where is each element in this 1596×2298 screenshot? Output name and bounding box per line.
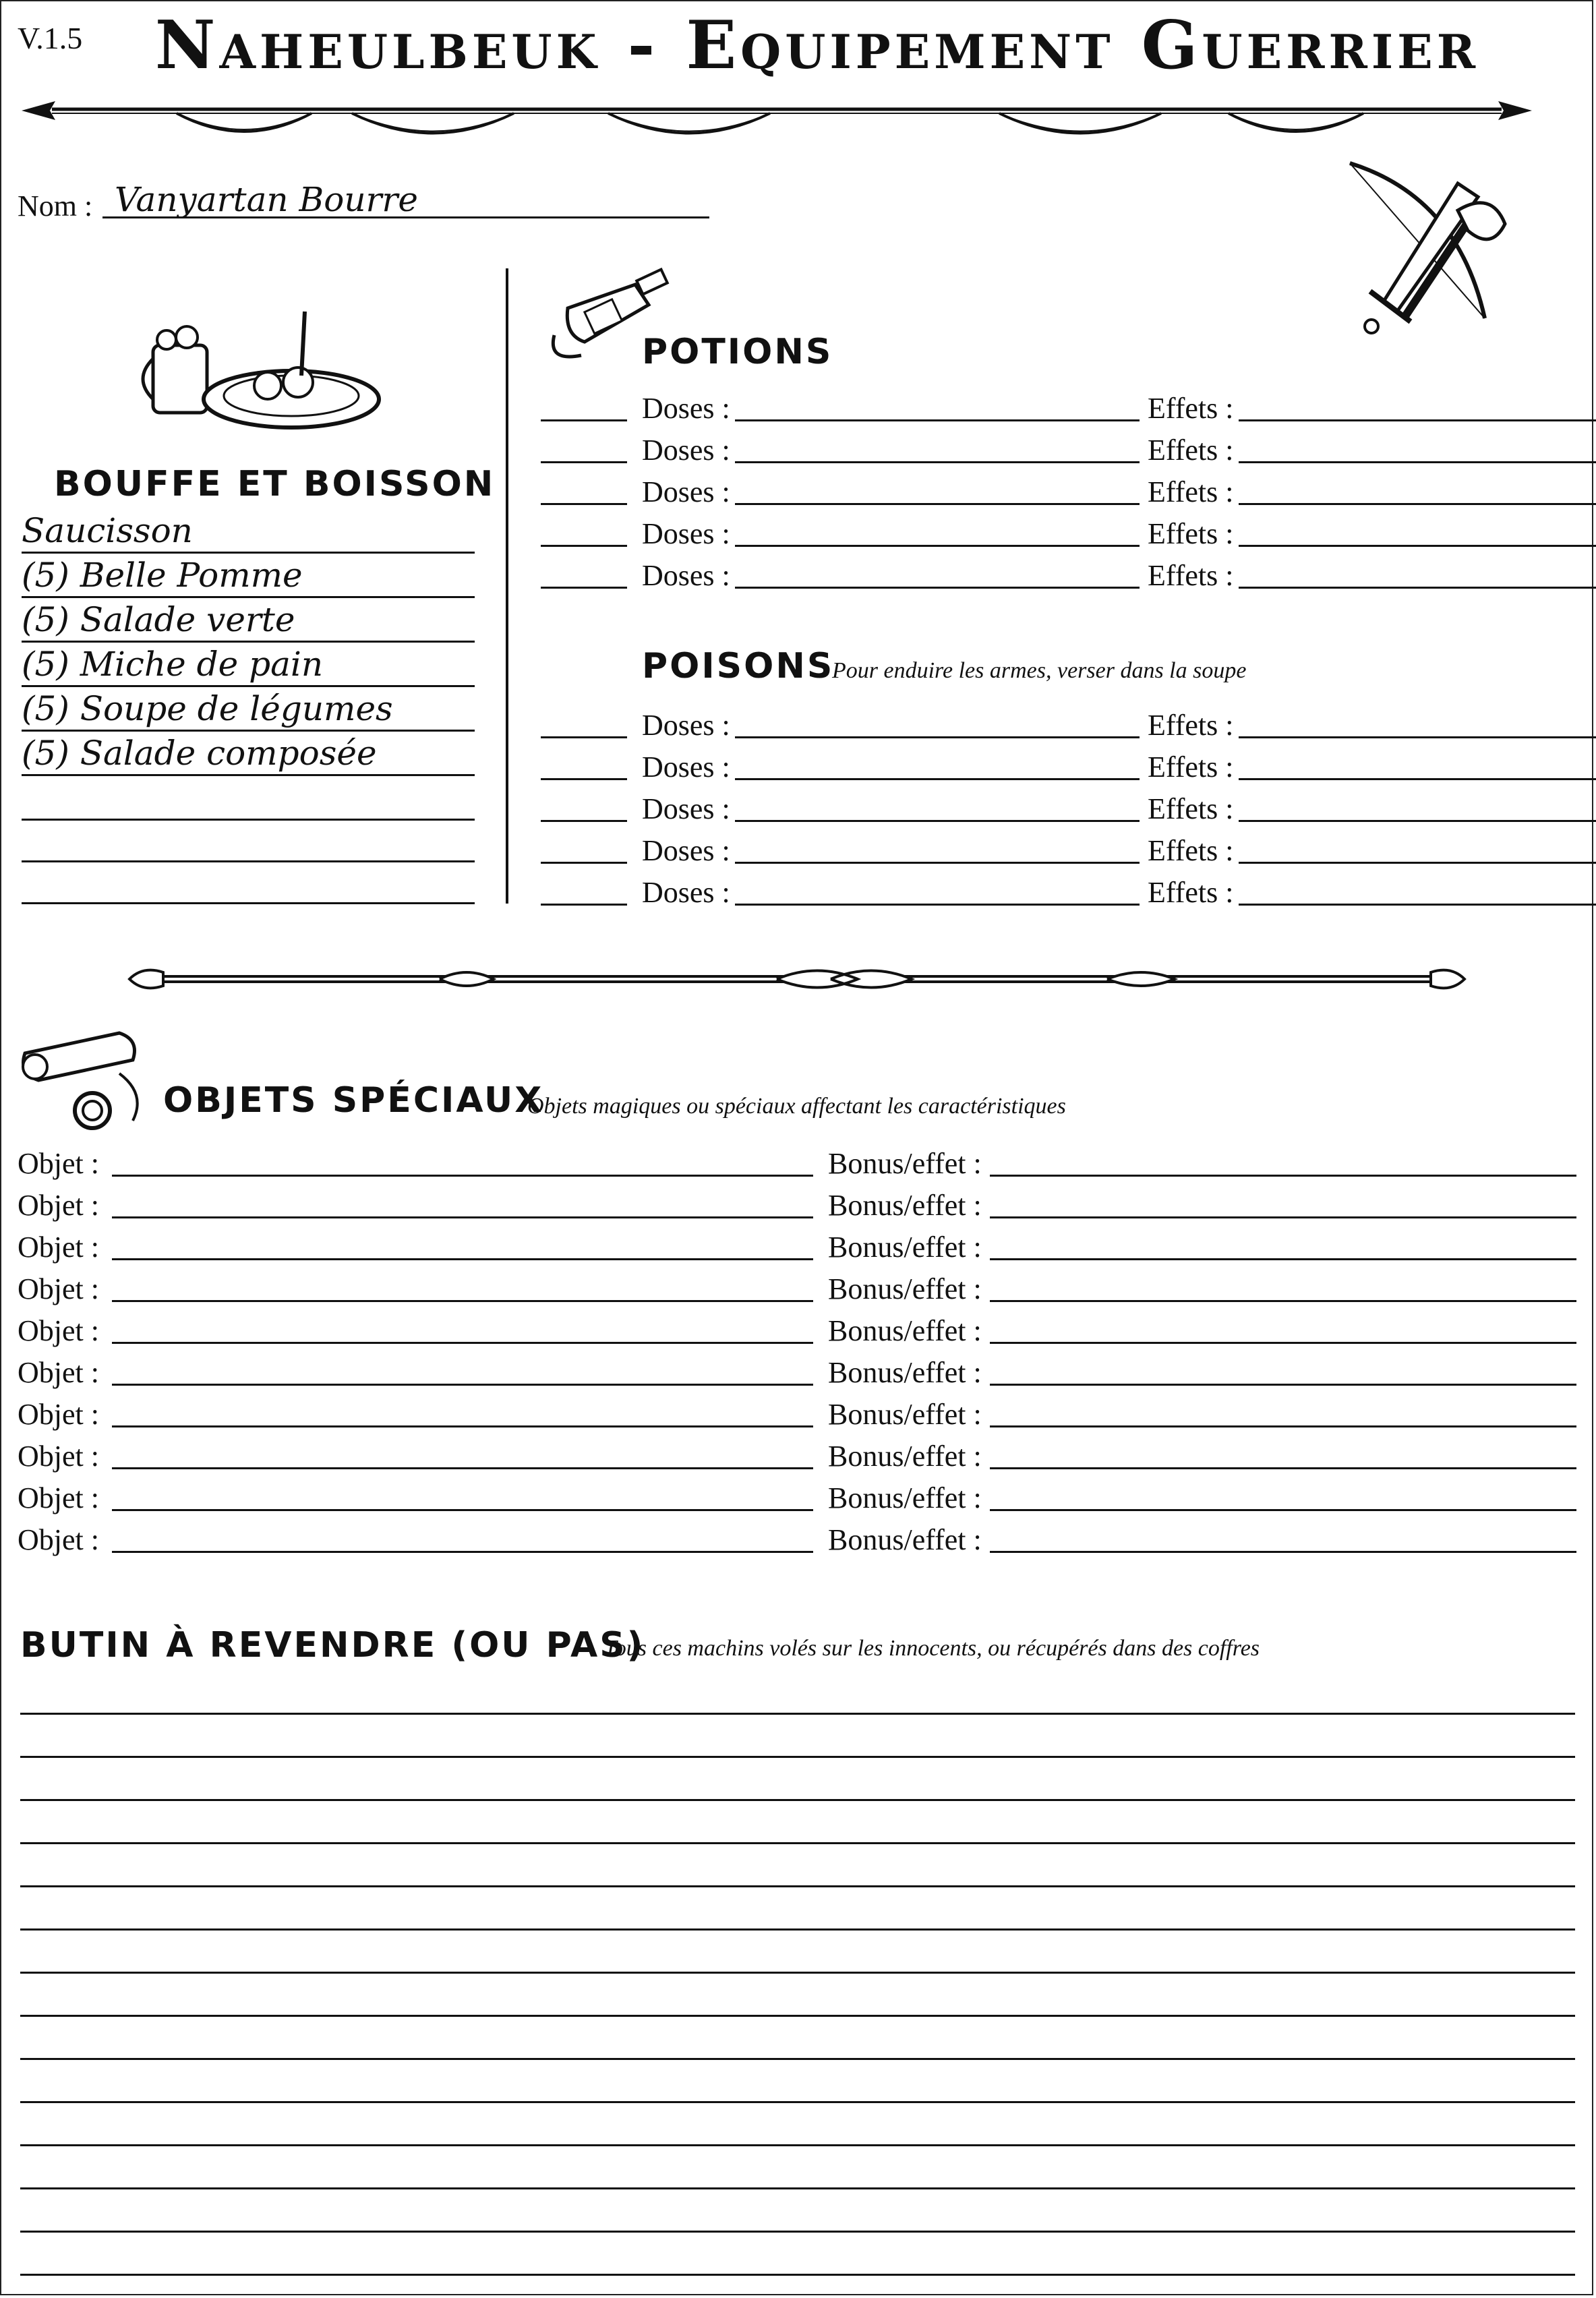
potions-title: POTIONS — [642, 332, 833, 372]
loot-line[interactable] — [20, 2187, 1575, 2189]
special-object-row — [1, 1481, 1595, 1521]
special-object-row — [1, 1314, 1595, 1354]
doses-label: Doses : — [642, 434, 730, 467]
doses-field[interactable] — [735, 587, 1140, 589]
effets-label: Effets : — [1148, 392, 1234, 425]
effets-label: Effets : — [1148, 434, 1234, 467]
doses-field[interactable] — [735, 461, 1140, 463]
loot-line[interactable] — [20, 2231, 1575, 2233]
doses-label: Doses : — [642, 709, 730, 742]
doses-label: Doses : — [642, 750, 730, 784]
objet-label: Objet : — [18, 1523, 99, 1556]
bonus-field[interactable] — [990, 1258, 1576, 1260]
bonus-field[interactable] — [990, 1425, 1576, 1427]
doses-label: Doses : — [642, 792, 730, 825]
poison-qty-field[interactable] — [541, 778, 627, 780]
special-objects-subtitle: Objets magiques ou spéciaux affectant les caractéristiques — [527, 1094, 1066, 1119]
loot-line[interactable] — [20, 2058, 1575, 2060]
doses-label: Doses : — [642, 392, 730, 425]
doses-field[interactable] — [735, 545, 1140, 547]
bonus-label: Bonus/effet : — [828, 1356, 982, 1389]
effets-field[interactable] — [1239, 587, 1596, 589]
poison-qty-field[interactable] — [541, 904, 627, 906]
loot-line[interactable] — [20, 2015, 1575, 2017]
poisons-title: POISONS — [642, 646, 835, 686]
food-item-8[interactable] — [22, 817, 475, 862]
bonus-field[interactable] — [990, 1175, 1576, 1177]
potion-qty-field[interactable] — [541, 587, 627, 589]
effets-field[interactable] — [1239, 820, 1596, 822]
crossed-weapons-icon — [1323, 156, 1525, 338]
objet-field[interactable] — [112, 1551, 813, 1553]
doses-field[interactable] — [735, 904, 1140, 906]
food-item-1[interactable]: Saucisson — [22, 508, 475, 554]
loot-line[interactable] — [20, 1928, 1575, 1931]
loot-line[interactable] — [20, 2144, 1575, 2146]
potion-qty-field[interactable] — [541, 419, 627, 421]
effets-label: Effets : — [1148, 834, 1234, 867]
special-object-row — [1, 1188, 1595, 1229]
objet-label: Objet : — [18, 1231, 99, 1264]
poisons-subtitle: Pour enduire les armes, verser dans la soupe — [832, 658, 1247, 683]
staff-divider-icon — [129, 959, 1465, 999]
objet-label: Objet : — [18, 1189, 99, 1222]
objet-label: Objet : — [18, 1398, 99, 1431]
bonus-label: Bonus/effet : — [828, 1523, 982, 1556]
effets-field[interactable] — [1239, 904, 1596, 906]
doses-label: Doses : — [642, 834, 730, 867]
character-name-field[interactable]: Vanyartan Bourre — [102, 181, 709, 218]
effets-label: Effets : — [1148, 559, 1234, 592]
effets-label: Effets : — [1148, 709, 1234, 742]
spear-divider-icon — [15, 89, 1539, 150]
effets-field[interactable] — [1239, 503, 1596, 505]
doses-label: Doses : — [642, 559, 730, 592]
loot-line[interactable] — [20, 1842, 1575, 1844]
objet-field[interactable] — [112, 1509, 813, 1511]
doses-field[interactable] — [735, 736, 1140, 738]
effets-label: Effets : — [1148, 876, 1234, 909]
potion-qty-field[interactable] — [541, 545, 627, 547]
bonus-label: Bonus/effet : — [828, 1189, 982, 1222]
objet-label: Objet : — [18, 1481, 99, 1514]
effets-label: Effets : — [1148, 792, 1234, 825]
effets-field[interactable] — [1239, 461, 1596, 463]
objet-label: Objet : — [18, 1272, 99, 1305]
bonus-label: Bonus/effet : — [828, 1231, 982, 1264]
bonus-field[interactable] — [990, 1551, 1576, 1553]
special-object-row — [1, 1523, 1595, 1563]
loot-line[interactable] — [20, 1972, 1575, 1974]
doses-field[interactable] — [735, 503, 1140, 505]
objet-field[interactable] — [112, 1300, 813, 1302]
food-plate-icon — [140, 298, 382, 433]
bonus-label: Bonus/effet : — [828, 1147, 982, 1180]
food-item-7[interactable] — [22, 775, 475, 821]
effets-label: Effets : — [1148, 517, 1234, 550]
poison-qty-field[interactable] — [541, 862, 627, 864]
potion-qty-field[interactable] — [541, 503, 627, 505]
objet-field[interactable] — [112, 1342, 813, 1344]
special-object-row — [1, 1439, 1595, 1479]
objet-label: Objet : — [18, 1147, 99, 1180]
effets-label: Effets : — [1148, 475, 1234, 508]
name-label: Nom : — [18, 189, 93, 223]
doses-field[interactable] — [735, 862, 1140, 864]
bonus-field[interactable] — [990, 1384, 1576, 1386]
doses-field[interactable] — [735, 419, 1140, 421]
loot-line[interactable] — [20, 1713, 1575, 1715]
food-item-5[interactable]: (5) Soupe de légumes — [22, 686, 475, 732]
bonus-field[interactable] — [990, 1467, 1576, 1469]
scroll-ring-icon — [18, 1026, 153, 1134]
effets-field[interactable] — [1239, 545, 1596, 547]
effets-label: Effets : — [1148, 750, 1234, 784]
food-item-2[interactable]: (5) Belle Pomme — [22, 553, 475, 598]
objet-field[interactable] — [112, 1467, 813, 1469]
objet-field[interactable] — [112, 1258, 813, 1260]
special-object-row — [1, 1355, 1595, 1396]
objet-label: Objet : — [18, 1356, 99, 1389]
food-item-3[interactable]: (5) Salade verte — [22, 597, 475, 643]
effets-field[interactable] — [1239, 778, 1596, 780]
bonus-label: Bonus/effet : — [828, 1314, 982, 1347]
loot-line[interactable] — [20, 1885, 1575, 1887]
bonus-label: Bonus/effet : — [828, 1440, 982, 1473]
food-item-9[interactable] — [22, 859, 475, 904]
bonus-field[interactable] — [990, 1342, 1576, 1344]
potion-qty-field[interactable] — [541, 461, 627, 463]
objet-field[interactable] — [112, 1384, 813, 1386]
objet-label: Objet : — [18, 1314, 99, 1347]
doses-field[interactable] — [735, 820, 1140, 822]
doses-label: Doses : — [642, 876, 730, 909]
special-object-row — [1, 1146, 1595, 1187]
bonus-field[interactable] — [990, 1509, 1576, 1511]
loot-line[interactable] — [20, 2274, 1575, 2276]
objet-field[interactable] — [112, 1216, 813, 1218]
bonus-label: Bonus/effet : — [828, 1272, 982, 1305]
poison-qty-field[interactable] — [541, 820, 627, 822]
doses-label: Doses : — [642, 517, 730, 550]
special-object-row — [1, 1397, 1595, 1438]
bonus-label: Bonus/effet : — [828, 1481, 982, 1514]
objet-field[interactable] — [112, 1175, 813, 1177]
loot-title: BUTIN À REVENDRE (OU PAS) — [20, 1625, 645, 1666]
food-item-6[interactable]: (5) Salade composée — [22, 731, 475, 776]
doses-field[interactable] — [735, 778, 1140, 780]
loot-line[interactable] — [20, 1756, 1575, 1758]
objet-field[interactable] — [112, 1425, 813, 1427]
objet-label: Objet : — [18, 1440, 99, 1473]
version-label: V.1.5 — [18, 21, 83, 55]
effets-field[interactable] — [1239, 862, 1596, 864]
special-objects-title: OBJETS SPÉCIAUX — [163, 1080, 544, 1121]
sheet-title: Naheulbeuk - Equipement Guerrier — [154, 7, 1480, 84]
column-divider — [506, 268, 508, 904]
bonus-label: Bonus/effet : — [828, 1398, 982, 1431]
poison-qty-field[interactable] — [541, 736, 627, 738]
food-item-4[interactable]: (5) Miche de pain — [22, 642, 475, 687]
loot-subtitle: Tous ces machins volés sur les innocents, ou récupérés dans des coffres — [604, 1636, 1260, 1661]
bonus-field[interactable] — [990, 1216, 1576, 1218]
special-object-row — [1, 1230, 1595, 1270]
effets-field[interactable] — [1239, 736, 1596, 738]
special-object-row — [1, 1272, 1595, 1312]
bonus-field[interactable] — [990, 1300, 1576, 1302]
loot-line[interactable] — [20, 2101, 1575, 2103]
food-section-title: BOUFFE ET BOISSON — [54, 464, 496, 504]
effets-field[interactable] — [1239, 419, 1596, 421]
loot-line[interactable] — [20, 1799, 1575, 1801]
doses-label: Doses : — [642, 475, 730, 508]
